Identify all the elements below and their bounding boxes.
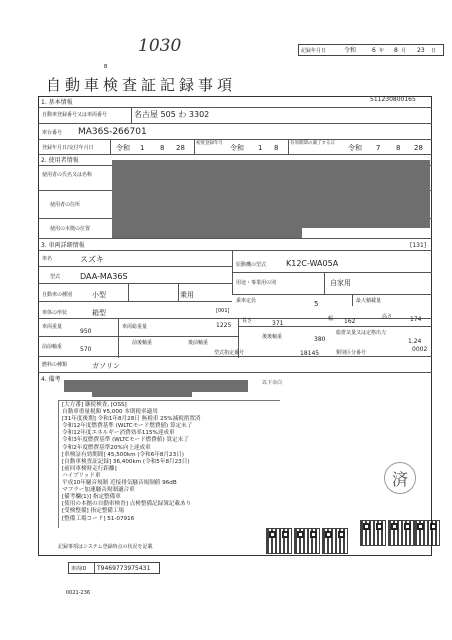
- class: 0002: [412, 346, 428, 353]
- footer-note: 記録事項はシステム登録時点の状況を記載: [58, 544, 153, 550]
- gross: 1225: [216, 322, 232, 329]
- fr-axle-label: 前後軸重: [132, 340, 153, 346]
- max-load-label: 最大積載量: [356, 298, 382, 304]
- first-reg-month-year: 1: [258, 144, 263, 152]
- vehicle-id-label: 車両ID: [71, 566, 87, 572]
- type-label: 自動車の種別: [42, 292, 73, 298]
- weight: 950: [80, 328, 92, 335]
- model-label: 型式: [50, 274, 61, 280]
- note-line: [車検証有効期間] 45,500km (令和6年8月23日): [62, 451, 184, 458]
- note-line: 令和12年度燃費基準 (WLTCモード燃費値) 算定未了: [62, 423, 193, 430]
- record-date-year: 6: [372, 47, 376, 54]
- reg-number: 名古屋 505 わ 3302: [134, 110, 210, 119]
- section-4-heading: 4. 備考: [41, 376, 61, 383]
- redacted-user-info-tail: [112, 226, 302, 238]
- first-reg-month: 8: [160, 144, 165, 152]
- first-reg-month-month: 8: [274, 144, 279, 152]
- use-location-label: 使用の本拠の位置: [50, 226, 91, 232]
- stamp-char: 済: [392, 470, 409, 489]
- height-label: 高さ: [382, 314, 393, 320]
- maker-label: 車名: [42, 256, 53, 262]
- user-address-label: 使用者の住所: [50, 202, 81, 208]
- below-blank: 以下余白: [262, 380, 283, 386]
- year-char: 年: [379, 48, 385, 54]
- note-line: ハイブリッド車: [62, 472, 101, 479]
- first-reg-era: 令和: [116, 144, 130, 152]
- section-2-heading: 2. 使用者情報: [41, 157, 79, 164]
- fuel-label: 燃料の種類: [42, 362, 68, 368]
- expiry-day: 28: [414, 144, 423, 152]
- note-line: [大方番] 継続検査, [OSS]: [62, 402, 127, 408]
- expiry-year: 7: [376, 144, 381, 152]
- user-name-label: 使用者の氏名又は名称: [42, 172, 93, 178]
- use-label: 用途・事業用の別: [236, 280, 277, 286]
- chassis-number: MA36S-266701: [78, 127, 147, 137]
- body-label: 車体の形状: [42, 310, 68, 316]
- expiry-label: 有効期間の満了する日: [290, 141, 335, 146]
- redacted-user-info: [112, 160, 430, 228]
- expiry-month: 8: [396, 144, 401, 152]
- footer-code: 0021-236: [66, 590, 91, 596]
- note-line: [受検整備] 指定整備工場: [62, 508, 125, 515]
- first-reg-label: 登録年月日/交付年月日: [42, 145, 94, 151]
- note-line: [31年度後期] 令和1年8月28日 無税車 25%減税措置済: [62, 416, 201, 423]
- front-axle-label: 前前軸重: [42, 344, 63, 350]
- vehicle-id: T9469773975431: [97, 565, 151, 572]
- vehicle-id-box: [68, 562, 160, 574]
- chassis-label: 車台番号: [42, 130, 63, 136]
- disp-label: 総排気量又は定格出力: [336, 330, 387, 336]
- note-line: マフラー加速騒音規制適合車: [62, 487, 135, 494]
- note-line: 令和3年度燃費基準 (WLTCモード燃費値) 算定未了: [62, 437, 189, 444]
- width-label: 幅: [328, 316, 334, 322]
- record-date-era: 令和: [344, 47, 357, 54]
- qr-code-1: [266, 528, 292, 554]
- record-date-day: 23: [417, 47, 425, 54]
- section-1-heading: 1. 基本情報: [41, 99, 73, 106]
- rear-axle-label: 後後軸重: [262, 334, 283, 340]
- note-line: [使用の本拠の自動車検査] 点検整備記録簿記載あり: [62, 501, 192, 508]
- purpose-value: 乗用: [180, 291, 194, 299]
- note-line: 平成10年騒音規制 近接排気騒音規制値 96dB: [62, 480, 177, 487]
- first-reg-day: 28: [176, 144, 185, 152]
- cert: 18145: [300, 350, 320, 357]
- record-date-month: 8: [394, 47, 398, 54]
- handwritten-number: 1030: [138, 36, 182, 56]
- qr-code-2: [294, 528, 320, 554]
- month-char: 月: [401, 48, 407, 54]
- class-label: 類別区分番号: [336, 350, 367, 356]
- cert-label: 型式指定番号: [214, 350, 245, 356]
- note-line: 令和2年度燃費基準20%向上達成車: [62, 444, 151, 451]
- type-value: 小型: [92, 291, 106, 299]
- qr-code-3: [322, 528, 348, 554]
- note-line: 令和12年度エネルギー消費効率115%達成車: [62, 430, 175, 437]
- engine-label: 原動機の型式: [236, 262, 267, 268]
- first-reg-month-era: 令和: [230, 144, 244, 152]
- capacity-label: 乗車定員: [236, 298, 257, 304]
- engine: K12C-WA05A: [286, 259, 339, 268]
- length-label: 長さ: [242, 318, 253, 324]
- rear-axle: 380: [314, 336, 326, 343]
- first-reg-month-label: 初度登録年月: [196, 141, 223, 146]
- body-code: [001]: [216, 308, 230, 314]
- first-reg-year: 1: [140, 144, 145, 152]
- gross-label: 車両総重量: [122, 324, 148, 330]
- capacity: 5: [314, 300, 319, 308]
- note-line: 自動車重量税額 ¥5,000 本則税率適用: [62, 409, 158, 416]
- reg-number-label: 自動車登録番号又は車両番号: [42, 112, 108, 118]
- height: 174: [410, 316, 422, 323]
- use-value: 自家用: [330, 279, 351, 287]
- expiry-era: 令和: [348, 144, 362, 152]
- weight-label: 車両重量: [42, 324, 63, 330]
- note-line: [整備工場コード] 51-07916: [62, 515, 135, 522]
- note-line: [備考欄(1)] 指定整備車: [62, 494, 121, 501]
- day-char: 日: [431, 48, 437, 54]
- note-line: [前回車検時走行距離]: [62, 465, 117, 472]
- superscript-b: B: [104, 64, 108, 70]
- front-axle: 570: [80, 346, 92, 353]
- qr-code-5: [388, 520, 414, 546]
- document-code: 511230800165: [370, 96, 416, 103]
- maker: スズキ: [80, 255, 104, 264]
- disp: 1.24: [408, 338, 422, 345]
- section-3-code: [131]: [410, 242, 427, 249]
- body: 箱型: [92, 309, 106, 317]
- document-title: 自動車検査証記録事項: [46, 76, 237, 94]
- rr-axle-label: 後前軸重: [188, 340, 209, 346]
- fuel: ガソリン: [92, 362, 120, 370]
- model: DAA-MA36S: [80, 272, 128, 281]
- qr-code-4: [360, 520, 386, 546]
- record-date-label: 記録年月日: [301, 48, 327, 54]
- qr-code-6: [414, 520, 440, 546]
- section-3-heading: 3. 車両詳細情報: [41, 242, 85, 249]
- redacted-remark-2: [92, 390, 192, 397]
- length: 371: [272, 320, 284, 327]
- width: 162: [344, 318, 356, 325]
- record-date-box: [298, 44, 444, 56]
- note-line: [自動車検査証記録] 36,400km (令和5年8月23日): [62, 458, 190, 465]
- notes-bracket: [58, 400, 280, 528]
